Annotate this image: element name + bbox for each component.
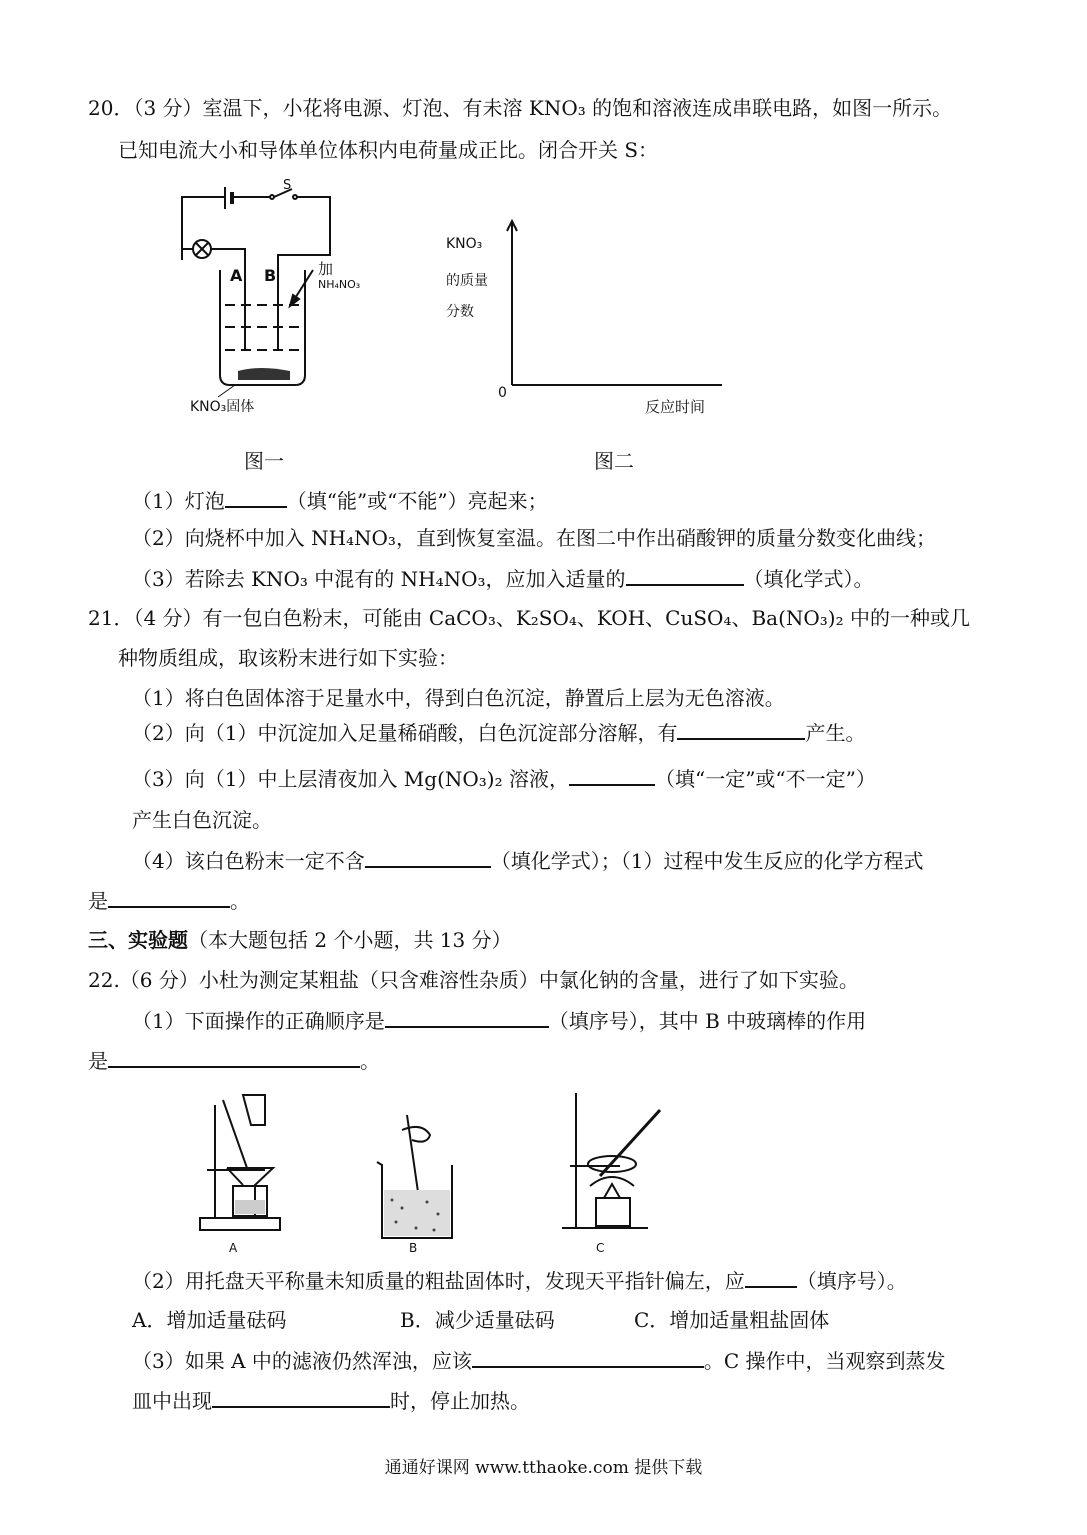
q22-sub3-cont: 皿中出现 时，停止加热。	[132, 1386, 530, 1415]
fig2-xlabel: 反应时间	[645, 398, 706, 416]
q20-sub1: （1）灯泡 （填“能”或“不能”）亮起来；	[132, 486, 548, 515]
kno3-solid-label: KNO₃固体	[190, 399, 255, 415]
q21-sub4: （4）该白色粉末一定不含 （填化学式）；（1）过程中发生反应的化学方程式	[132, 846, 923, 875]
apparatus-c-evaporation	[560, 1088, 670, 1238]
electrode-b-label: B	[264, 266, 277, 285]
q20-line2: 已知电流大小和导体单位体积内电荷量成正比。闭合开关 S：	[118, 138, 659, 162]
add-label: 加	[318, 260, 334, 278]
q21-sub2: （2）向（1）中沉淀加入足量稀硝酸，白色沉淀部分溶解，有 产生。	[132, 718, 865, 747]
apparatus-a-filtration	[195, 1090, 335, 1250]
apparatus-a-label: A	[229, 1241, 238, 1255]
apparatus-b-dissolving	[372, 1110, 462, 1250]
fig2-ylabel-3: 分数	[446, 304, 474, 320]
q21-line2: 种物质组成，取该粉末进行如下实验：	[118, 646, 458, 670]
answer-blank[interactable]	[472, 1346, 704, 1368]
q21-sub3: （3）向（1）中上层清夜加入 Mg(NO₃)₂ 溶液， （填“一定”或“不一定”）	[132, 764, 876, 793]
q22-sub1-cont: 是 。	[88, 1046, 380, 1075]
q21-line1: 21．（4 分）有一包白色粉末，可能由 CaCO₃、K₂SO₄、KOH、CuSO₄、Ba(NO₃)₂ 中的一种或几	[88, 606, 970, 630]
q22-option-a: A．增加适量砝码	[132, 1308, 287, 1332]
answer-blank[interactable]	[626, 564, 744, 586]
fig2-ylabel-1: KNO₃	[446, 236, 483, 252]
q22-line1: 22.（6 分）小杜为测定某粗盐（只含难溶性杂质）中氯化钠的含量，进行了如下实验。	[88, 968, 859, 992]
q22-option-c: C．增加适量粗盐固体	[634, 1308, 830, 1332]
page-footer: 通通好课网 www.tthaoke.com 提供下载	[384, 1458, 703, 1478]
fig2-origin: 0	[498, 385, 507, 401]
apparatus-b-label: B	[409, 1241, 418, 1255]
answer-blank[interactable]	[108, 1046, 360, 1068]
answer-blank[interactable]	[677, 718, 805, 740]
q21-sub3-cont: 产生白色沉淀。	[132, 808, 272, 832]
answer-blank[interactable]	[365, 846, 491, 868]
apparatus-c-label: C	[596, 1241, 605, 1255]
answer-blank[interactable]	[385, 1006, 549, 1028]
q21-sub4-cont: 是 。	[88, 886, 250, 915]
switch-label: S	[283, 178, 292, 193]
q22-sub2: （2）用托盘天平称量未知质量的粗盐固体时，发现天平指针偏左，应 （填序号）。	[132, 1266, 907, 1295]
q20-sub3: （3）若除去 KNO₃ 中混有的 NH₄NO₃，应加入适量的 （填化学式）。	[132, 564, 874, 593]
answer-blank[interactable]	[569, 764, 655, 786]
answer-blank[interactable]	[108, 886, 230, 908]
fig2-ylabel-2: 的质量	[446, 273, 488, 289]
electrode-a-label: A	[230, 266, 243, 285]
q22-sub1: （1）下面操作的正确顺序是 （填序号），其中 B 中玻璃棒的作用	[132, 1006, 866, 1035]
answer-blank[interactable]	[225, 486, 287, 508]
figure1-caption: 图一	[244, 449, 284, 473]
section3-heading: 三、实验题（本大题包括 2 个小题，共 13 分）	[88, 928, 512, 952]
figure2-axes	[500, 215, 740, 415]
add-compound-label: NH₄NO₃	[318, 278, 361, 291]
q20-sub2: （2）向烧杯中加入 NH₄NO₃，直到恢复室温。在图二中作出硝酸钾的质量分数变化曲线；	[132, 526, 936, 550]
figure1-circuit	[170, 175, 430, 415]
q22-option-b: B．减少适量砝码	[400, 1308, 555, 1332]
answer-blank[interactable]	[212, 1386, 390, 1408]
figure2-caption: 图二	[594, 449, 634, 473]
q20-line1: 20．（3 分）室温下，小花将电源、灯泡、有未溶 KNO₃ 的饱和溶液连成串联电路，如图一所示。	[88, 96, 953, 120]
answer-blank[interactable]	[745, 1266, 797, 1288]
q21-sub1: （1）将白色固体溶于足量水中，得到白色沉淀，静置后上层为无色溶液。	[132, 686, 785, 710]
q22-sub3: （3）如果 A 中的滤液仍然浑浊，应该 。C 操作中，当观察到蒸发	[132, 1346, 946, 1375]
